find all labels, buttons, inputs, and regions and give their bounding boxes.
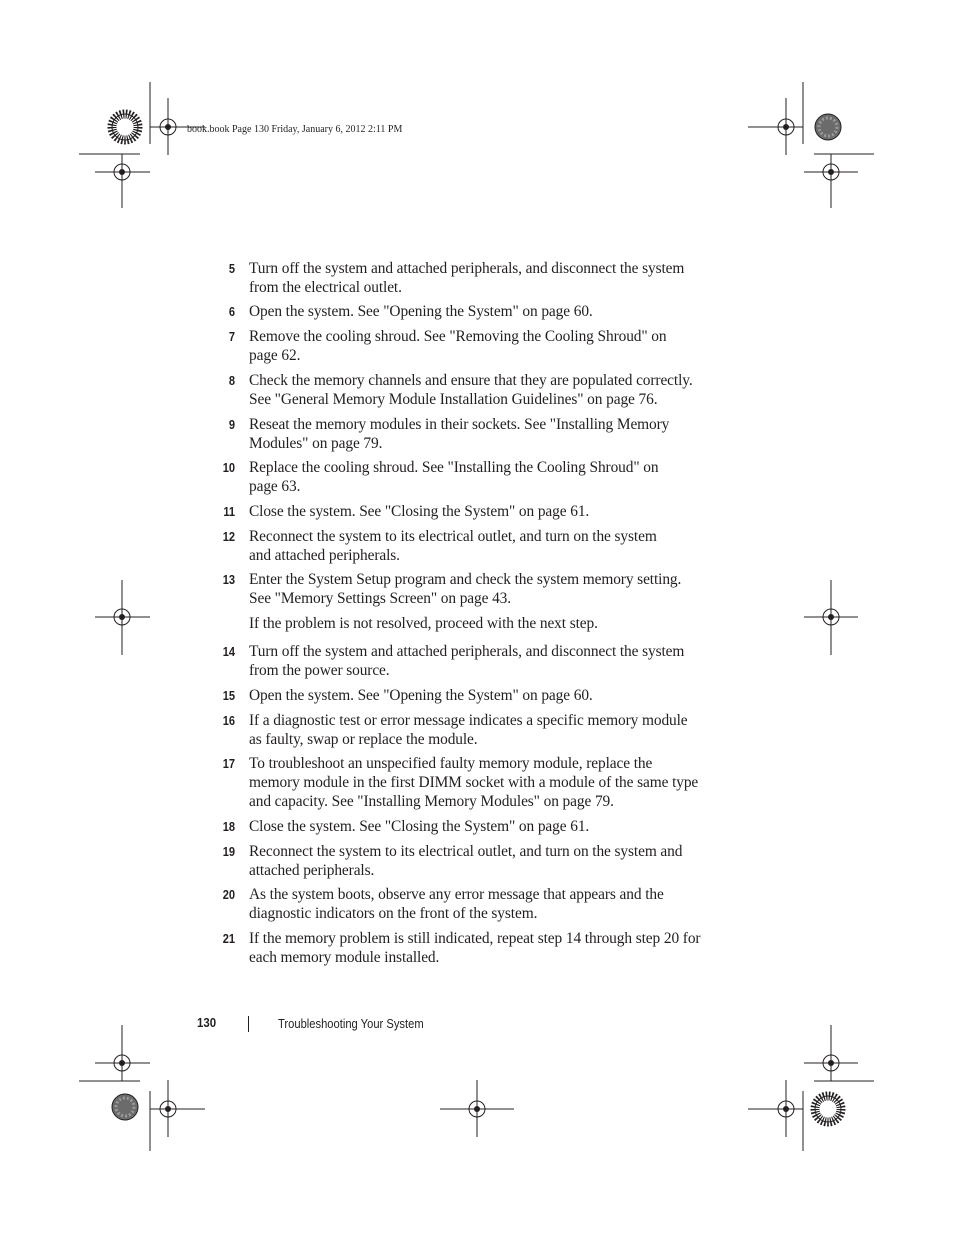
page-number: 130 — [197, 1015, 217, 1030]
step-number: 21 — [222, 931, 235, 946]
step-text: Remove the cooling shroud. See "Removing the Cooling Shroud" on page 62. — [249, 328, 667, 364]
step-number: 9 — [228, 417, 235, 432]
step-text: Close the system. See "Closing the System" on page 61. — [249, 503, 590, 520]
step-number: 17 — [222, 756, 235, 771]
step-text: As the system boots, observe any error message that appears and the diagnostic indicators on the front of the system. — [249, 886, 664, 922]
step-text: If a diagnostic test or error message indicates a specific memory module as faulty, swap or replace the module. — [249, 712, 688, 748]
step-text: Check the memory channels and ensure that they are populated correctly. See "General Memory Module Installation Guidelines" on page 76. — [249, 372, 693, 408]
step-number: 12 — [222, 529, 235, 544]
step-text: To troubleshoot an unspecified faulty memory module, replace the memory module in the first DIMM socket with a module of the same type and capacity. See "Installing Memory Modules" on page 79. — [249, 755, 699, 810]
print-slug-line: book.book Page 130 Friday, January 6, 2012 2:11 PM — [187, 124, 403, 135]
step-number: 7 — [228, 329, 235, 344]
step-number: 10 — [222, 460, 235, 475]
step-text: Turn off the system and attached peripherals, and disconnect the system from the power source. — [249, 643, 685, 679]
step-text: Reseat the memory modules in their sockets. See "Installing Memory Modules" on page 79. — [249, 416, 670, 452]
footer-divider — [248, 1016, 249, 1032]
step-number: 18 — [222, 819, 235, 834]
step-number: 16 — [222, 713, 235, 728]
step-text: Enter the System Setup program and check the system memory setting. See "Memory Settings Screen" on page 43. — [249, 571, 682, 607]
step-number: 13 — [222, 572, 235, 587]
step-number: 14 — [222, 644, 235, 659]
step-number: 11 — [223, 504, 235, 519]
step-text: Reconnect the system to its electrical outlet, and turn on the system and attached peripherals. — [249, 528, 657, 564]
step-text: Open the system. See "Opening the System" on page 60. — [249, 303, 593, 320]
step-text: Reconnect the system to its electrical outlet, and turn on the system and attached peripherals. — [249, 843, 683, 879]
step-text: If the memory problem is still indicated, repeat step 14 through step 20 for each memory module installed. — [249, 930, 701, 966]
step-text: Turn off the system and attached peripherals, and disconnect the system from the electrical outlet. — [249, 260, 685, 296]
step-number: 8 — [228, 373, 235, 388]
step-number: 15 — [222, 688, 235, 703]
step-text: Open the system. See "Opening the System" on page 60. — [249, 687, 593, 704]
step-number: 19 — [222, 844, 235, 859]
footer-section-title: Troubleshooting Your System — [278, 1016, 424, 1031]
step-number: 5 — [228, 261, 235, 276]
step-text: Replace the cooling shroud. See "Installing the Cooling Shroud" on page 63. — [249, 459, 659, 495]
step-number: 20 — [222, 887, 235, 902]
step-text: Close the system. See "Closing the System" on page 61. — [249, 818, 590, 835]
step-13-note: If the problem is not resolved, proceed with the next step. — [249, 615, 598, 632]
step-number: 6 — [228, 304, 235, 319]
